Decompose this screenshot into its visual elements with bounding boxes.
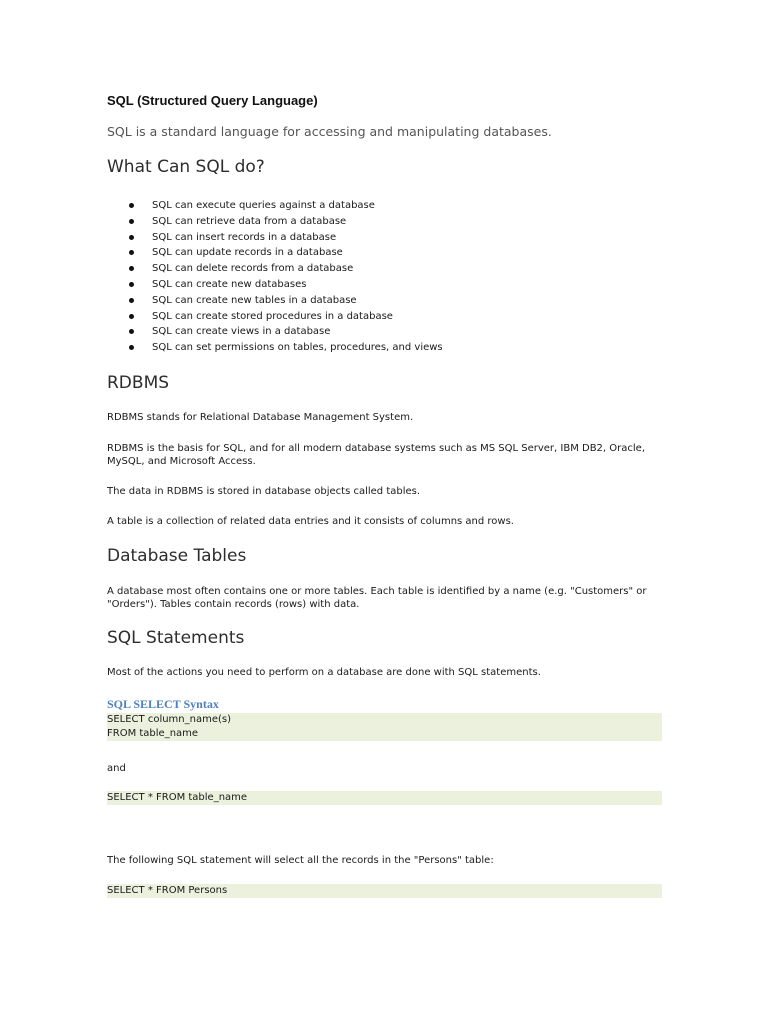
intro-text: SQL is a standard language for accessing and manipulating databases.	[107, 124, 552, 139]
list-item: SQL can create views in a database	[107, 324, 443, 340]
list-item: SQL can create new tables in a database	[107, 293, 443, 309]
list-item: SQL can set permissions on tables, procedures, and views	[107, 340, 443, 356]
list-item: SQL can create new databases	[107, 277, 443, 293]
following-text: The following SQL statement will select all the records in the "Persons" table:	[107, 855, 494, 866]
syntax-heading: SQL SELECT Syntax	[107, 697, 219, 711]
list-item: SQL can insert records in a database	[107, 230, 443, 246]
list-item: SQL can delete records from a database	[107, 261, 443, 277]
list-item: SQL can create stored procedures in a database	[107, 309, 443, 325]
rdbms-paragraph: The data in RDBMS is stored in database objects called tables.	[107, 486, 421, 497]
list-item: SQL can update records in a database	[107, 245, 443, 261]
heading-sql-statements: SQL Statements	[107, 628, 245, 648]
tables-paragraph: A database most often contains one or more tables. Each table is identified by a name (e.g. "Customers" or "Orders"). Tables contain records (rows) with data.	[107, 586, 647, 610]
code-block-select-all: SELECT * FROM table_name	[107, 791, 662, 805]
code-block-select-persons: SELECT * FROM Persons	[107, 884, 662, 898]
rdbms-paragraph: RDBMS is the basis for SQL, and for all modern database systems such as MS SQL Server, IBM DB2, Oracle, MySQL, and Microsoft Access.	[107, 443, 645, 467]
heading-what-can-sql-do: What Can SQL do?	[107, 157, 265, 177]
heading-database-tables: Database Tables	[107, 546, 247, 566]
rdbms-paragraph: A table is a collection of related data entries and it consists of columns and rows.	[107, 516, 514, 527]
document-title: SQL (Structured Query Language)	[107, 93, 318, 108]
capabilities-list	[107, 198, 443, 356]
statements-paragraph: Most of the actions you need to perform on a database are done with SQL statements.	[107, 667, 541, 678]
code-block-select-columns: SELECT column_name(s) FROM table_name	[107, 713, 662, 741]
list-item: SQL can retrieve data from a database	[107, 214, 443, 230]
and-text: and	[107, 763, 126, 774]
rdbms-paragraph: RDBMS stands for Relational Database Management System.	[107, 412, 414, 423]
heading-rdbms: RDBMS	[107, 373, 170, 393]
list-item: SQL can execute queries against a database	[107, 198, 443, 214]
